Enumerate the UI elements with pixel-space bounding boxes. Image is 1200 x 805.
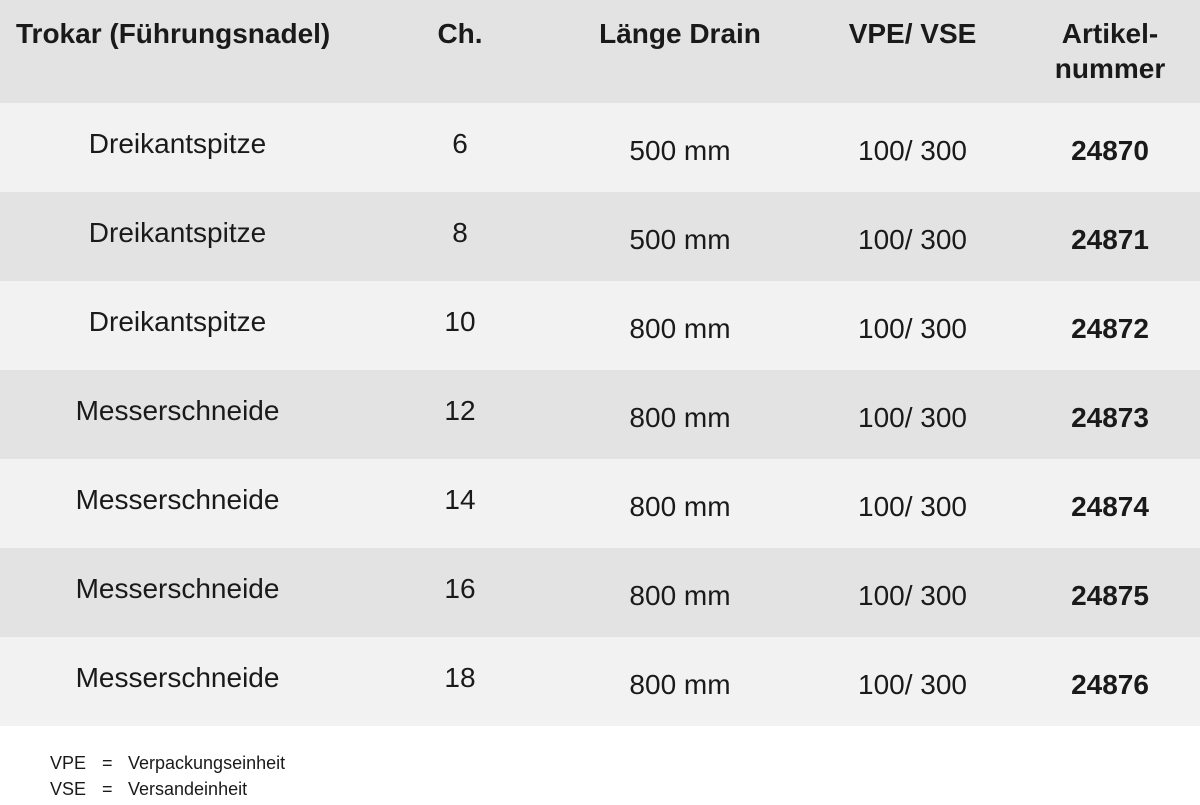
cell-ch: 12 xyxy=(444,394,476,426)
cell-vpe-vse: 100/ 300 xyxy=(858,401,967,433)
cell-laenge: 500 mm xyxy=(629,134,731,166)
cell-artikelnummer: 24870 xyxy=(1071,134,1149,166)
legend-item-vse xyxy=(50,776,285,802)
table-row xyxy=(0,192,1200,281)
cell-vpe-vse: 100/ 300 xyxy=(858,490,967,522)
legend-equals: = xyxy=(102,779,113,799)
legend-equals: = xyxy=(102,753,113,773)
cell-artikelnummer: 24872 xyxy=(1071,312,1149,344)
table-header xyxy=(0,0,1200,103)
cell-laenge: 800 mm xyxy=(629,579,731,611)
cell-artikelnummer: 24876 xyxy=(1071,668,1149,700)
cell-trokar: Dreikantspitze xyxy=(88,216,267,248)
cell-trokar: Messerschneide xyxy=(75,661,280,693)
cell-ch: 14 xyxy=(444,483,476,515)
legend-abbr: VSE xyxy=(50,779,87,799)
cell-laenge: 800 mm xyxy=(629,401,731,433)
header-trokar: Trokar (Führungsnadel) xyxy=(16,18,331,49)
cell-artikelnummer: 24874 xyxy=(1071,490,1149,522)
cell-artikelnummer: 24873 xyxy=(1071,401,1149,433)
cell-laenge: 800 mm xyxy=(629,312,731,344)
table-row xyxy=(0,548,1200,637)
table-row xyxy=(0,637,1200,726)
header-artikelnummer: Artikel- nummer xyxy=(1054,18,1166,84)
cell-ch: 16 xyxy=(444,572,476,604)
cell-trokar: Messerschneide xyxy=(75,394,280,426)
cell-vpe-vse: 100/ 300 xyxy=(858,134,967,166)
cell-trokar: Messerschneide xyxy=(75,483,280,515)
cell-artikelnummer: 24875 xyxy=(1071,579,1149,611)
table-row xyxy=(0,370,1200,459)
legend xyxy=(50,750,285,802)
cell-ch: 8 xyxy=(452,216,468,248)
table-row xyxy=(0,459,1200,548)
legend-text: Verpackungseinheit xyxy=(128,753,286,773)
header-ch: Ch. xyxy=(437,18,483,49)
cell-vpe-vse: 100/ 300 xyxy=(858,668,967,700)
header-laenge-drain: Länge Drain xyxy=(599,18,761,49)
legend-abbr: VPE xyxy=(50,753,87,773)
cell-vpe-vse: 100/ 300 xyxy=(858,223,967,255)
table-row xyxy=(0,103,1200,192)
cell-trokar: Dreikantspitze xyxy=(88,127,267,159)
header-vpe-vse: VPE/ VSE xyxy=(848,18,977,49)
cell-trokar: Dreikantspitze xyxy=(88,305,267,337)
cell-ch: 18 xyxy=(444,661,476,693)
cell-artikelnummer: 24871 xyxy=(1071,223,1149,255)
cell-laenge: 500 mm xyxy=(629,223,731,255)
cell-vpe-vse: 100/ 300 xyxy=(858,312,967,344)
cell-vpe-vse: 100/ 300 xyxy=(858,579,967,611)
cell-ch: 10 xyxy=(444,305,476,337)
table-row xyxy=(0,281,1200,370)
cell-laenge: 800 mm xyxy=(629,490,731,522)
legend-text: Versandeinheit xyxy=(128,779,248,799)
cell-ch: 6 xyxy=(452,127,468,159)
cell-laenge: 800 mm xyxy=(629,668,731,700)
cell-trokar: Messerschneide xyxy=(75,572,280,604)
legend-item-vpe xyxy=(50,750,285,776)
